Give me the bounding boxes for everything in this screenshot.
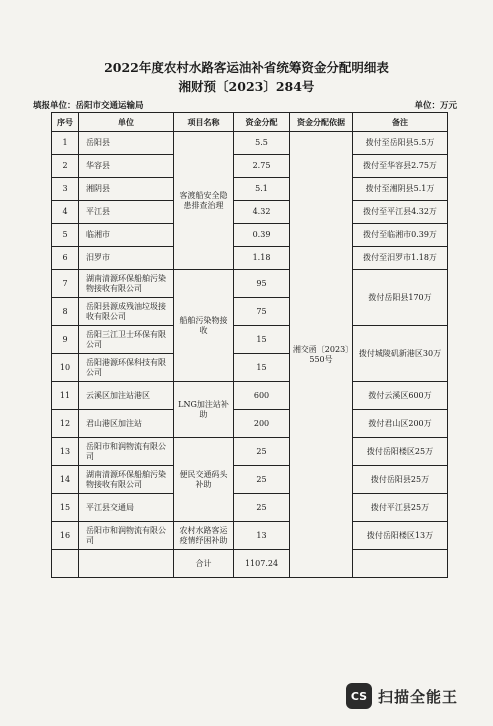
table-row [52,522,448,550]
table-row [52,326,448,354]
row-unit: 岳阳市和润物流有限公司 [79,522,174,550]
scanner-watermark [346,681,486,711]
header-amount: 资金分配 [234,113,290,132]
row-no: 10 [52,354,79,382]
row-note: 拨付岳阳楼区25万 [353,438,448,466]
row-unit: 湖南清源环保船舶污染物接收有限公司 [79,466,174,494]
row-note: 拨付至平江县4.32万 [353,201,448,224]
table-row [52,438,448,466]
row-no: 14 [52,466,79,494]
row-unit: 君山港区加注站 [79,410,174,438]
row-no: 8 [52,298,79,326]
row-no: 4 [52,201,79,224]
row-no: 13 [52,438,79,466]
row-note: 拨付君山区200万 [353,410,448,438]
total-amount: 1107.24 [234,550,290,578]
table-row [52,270,448,298]
unit-label: 单位：万元 [414,101,457,111]
project-cell: 船舶污染物接收 [174,270,234,382]
row-unit: 云溪区加注站港区 [79,382,174,410]
table-row [52,178,448,201]
row-no: 2 [52,155,79,178]
row-unit: 湘阴县 [79,178,174,201]
row-amount: 1.18 [234,247,290,270]
table-row [52,201,448,224]
total-no [52,550,79,578]
row-note: 拨付云溪区600万 [353,382,448,410]
table-row [52,466,448,494]
project-cell: LNG加注站补助 [174,382,234,438]
row-unit: 汨罗市 [79,247,174,270]
row-unit: 湖南清源环保船舶污染物接收有限公司 [79,270,174,298]
row-amount: 200 [234,410,290,438]
project-cell: 农村水路客运疫情纾困补助 [174,522,234,550]
table-header-row [52,113,448,132]
row-unit: 岳阳县 [79,132,174,155]
row-note: 拨付岳阳县25万 [353,466,448,494]
row-unit: 华容县 [79,155,174,178]
table-row [52,494,448,522]
row-amount: 5.5 [234,132,290,155]
total-unit [79,550,174,578]
row-unit: 岳阳三江卫士环保有限公司 [79,326,174,354]
watermark-text: 扫描全能王 [378,687,459,706]
row-amount: 2.75 [234,155,290,178]
table-row [52,382,448,410]
row-unit: 岳阳市和润物流有限公司 [79,438,174,466]
row-unit: 平江县交通局 [79,494,174,522]
row-no: 16 [52,522,79,550]
row-no: 11 [52,382,79,410]
total-note [353,550,448,578]
filer-label: 填报单位：岳阳市交通运输局 [33,101,144,111]
row-note: 拨付平江县25万 [353,494,448,522]
merged-note: 拨付岳阳县170万 [353,270,448,326]
row-amount: 4.32 [234,201,290,224]
row-amount: 95 [234,270,290,298]
table-row [52,247,448,270]
table-row [52,132,448,155]
total-row [52,550,448,578]
row-note: 拨付至华容县2.75万 [353,155,448,178]
header-project: 项目名称 [174,113,234,132]
merged-note: 拨付城陵矶新港区30万 [353,326,448,382]
basis-cell: 湘交函〔2023〕550号 [290,132,353,578]
allocation-table [51,112,448,578]
header-note: 备注 [353,113,448,132]
table-row [52,155,448,178]
document-number: 湘财预〔2023〕284号 [178,79,315,94]
row-note: 拨付岳阳楼区13万 [353,522,448,550]
document-title: 2022年度农村水路客运油补省统筹资金分配明细表 [104,60,389,75]
table-row [52,410,448,438]
row-note: 拨付至临湘市0.39万 [353,224,448,247]
row-no: 5 [52,224,79,247]
row-unit: 临湘市 [79,224,174,247]
project-cell: 客渡船安全隐患排查治理 [174,132,234,270]
header-basis: 资金分配依据 [290,113,353,132]
row-note: 拨付至湘阴县5.1万 [353,178,448,201]
row-amount: 15 [234,326,290,354]
row-amount: 75 [234,298,290,326]
total-label: 合计 [174,550,234,578]
row-no: 3 [52,178,79,201]
row-amount: 25 [234,466,290,494]
camscanner-logo-icon: CS [346,683,372,709]
row-amount: 13 [234,522,290,550]
row-unit: 岳阳县源成残油垃圾接收有限公司 [79,298,174,326]
row-note: 拨付至岳阳县5.5万 [353,132,448,155]
header-no: 序号 [52,113,79,132]
row-unit: 平江县 [79,201,174,224]
row-no: 7 [52,270,79,298]
row-amount: 15 [234,354,290,382]
row-no: 6 [52,247,79,270]
row-amount: 25 [234,494,290,522]
row-amount: 5.1 [234,178,290,201]
row-note: 拨付至汨罗市1.18万 [353,247,448,270]
row-unit: 岳阳港源环保科技有限公司 [79,354,174,382]
row-amount: 0.39 [234,224,290,247]
row-no: 9 [52,326,79,354]
row-no: 12 [52,410,79,438]
row-amount: 600 [234,382,290,410]
table-row [52,224,448,247]
row-no: 15 [52,494,79,522]
row-no: 1 [52,132,79,155]
row-amount: 25 [234,438,290,466]
project-cell: 便民交通码头补助 [174,438,234,522]
header-unit: 单位 [79,113,174,132]
